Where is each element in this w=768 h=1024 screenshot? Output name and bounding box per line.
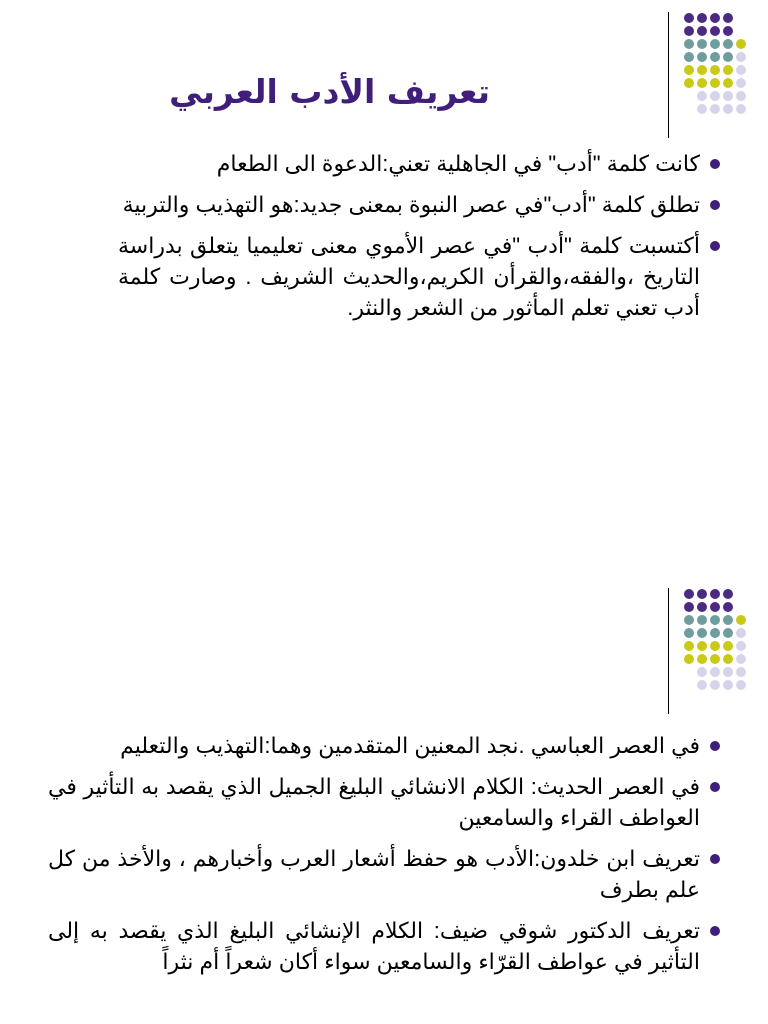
bullet-icon <box>710 241 720 251</box>
decorative-dot <box>697 78 707 88</box>
decorative-dot <box>710 78 720 88</box>
decorative-dot <box>697 26 707 36</box>
decorative-dot <box>710 628 720 638</box>
decorative-dot <box>697 39 707 49</box>
decorative-dot <box>723 641 733 651</box>
decorative-dot <box>723 628 733 638</box>
decorative-dot <box>710 52 720 62</box>
decorative-dot <box>684 628 694 638</box>
bullet-list <box>118 148 720 333</box>
decorative-dot <box>697 65 707 75</box>
decorative-dot <box>736 589 746 599</box>
decorative-dot <box>697 13 707 23</box>
decorative-dot <box>736 628 746 638</box>
decorative-dot <box>736 680 746 690</box>
decorative-dot <box>723 52 733 62</box>
list-item: تعريف الدكتور شوقي ضيف: الكلام الإنشائي البليغ الذي يقصد به إلى التأثير في عواطف القرّاء والسامعين سواء أكان شعراً أم نثراً <box>48 915 720 977</box>
decorative-dot <box>736 39 746 49</box>
decorative-dot <box>723 602 733 612</box>
bullet-icon <box>710 159 720 169</box>
list-item: في العصر العباسي .نجد المعنين المتقدمين وهما:التهذيب والتعليم <box>48 730 720 761</box>
decorative-dot <box>723 91 733 101</box>
list-item: كانت كلمة "أدب" في الجاهلية تعني:الدعوة الى الطعام <box>118 148 720 179</box>
decorative-dot <box>710 13 720 23</box>
decorative-dot <box>736 641 746 651</box>
decorative-dot <box>710 680 720 690</box>
decorative-dot <box>736 26 746 36</box>
decorative-dot <box>697 615 707 625</box>
bullet-icon <box>710 854 720 864</box>
decorative-dot <box>684 78 694 88</box>
list-item: تعريف ابن خلدون:الأدب هو حفظ أشعار العرب وأخبارهم ، والأخذ من كل علم بطرف <box>48 843 720 905</box>
decorative-dot-grid <box>684 589 746 690</box>
decorative-dot <box>710 602 720 612</box>
decorative-dot <box>684 52 694 62</box>
decorative-dot <box>710 65 720 75</box>
decorative-dot <box>684 641 694 651</box>
decorative-dot <box>723 65 733 75</box>
decorative-dot <box>684 65 694 75</box>
divider-line <box>668 588 669 714</box>
decorative-dot <box>697 641 707 651</box>
decorative-dot <box>684 39 694 49</box>
decorative-dot <box>710 615 720 625</box>
decorative-dot <box>710 641 720 651</box>
decorative-dot <box>710 667 720 677</box>
slide-title: تعريف الأدب العربي <box>169 72 490 111</box>
decorative-dot <box>736 52 746 62</box>
list-item: في العصر الحديث: الكلام الانشائي البليغ الجميل الذي يقصد به التأثير في العواطف القراء والسامعين <box>48 771 720 833</box>
decorative-dot <box>736 654 746 664</box>
decorative-dot <box>684 602 694 612</box>
decorative-dot <box>736 615 746 625</box>
decorative-dot <box>723 615 733 625</box>
divider-line <box>668 12 669 138</box>
list-item: أكتسبت كلمة "أدب "في عصر الأموي معنى تعليميا يتعلق بدراسة التاريخ ،والفقه،والقرأن الكريم،والحديث الشريف . وصارت كلمة أدب تعني تعلم المأثور من الشعر والنثر. <box>118 230 720 323</box>
decorative-dot <box>723 589 733 599</box>
decorative-dot <box>736 78 746 88</box>
decorative-dot <box>697 52 707 62</box>
decorative-dot <box>723 654 733 664</box>
decorative-dot <box>736 602 746 612</box>
decorative-dot <box>710 91 720 101</box>
decorative-dot <box>684 589 694 599</box>
decorative-dot <box>736 65 746 75</box>
decorative-dot <box>684 680 694 690</box>
decorative-dot <box>723 26 733 36</box>
decorative-dot <box>736 667 746 677</box>
decorative-dot <box>684 13 694 23</box>
decorative-dot <box>684 615 694 625</box>
decorative-dot <box>710 104 720 114</box>
decorative-dot <box>736 104 746 114</box>
decorative-dot <box>684 667 694 677</box>
slide-2 <box>0 580 768 1024</box>
decorative-dot <box>684 104 694 114</box>
decorative-dot <box>710 654 720 664</box>
decorative-dot <box>710 39 720 49</box>
decorative-dot <box>697 602 707 612</box>
decorative-dot <box>710 589 720 599</box>
decorative-dot <box>697 589 707 599</box>
decorative-dot <box>697 654 707 664</box>
decorative-dot <box>736 91 746 101</box>
decorative-dot <box>684 26 694 36</box>
decorative-dot <box>684 654 694 664</box>
bullet-list <box>48 730 720 987</box>
decorative-dot <box>684 91 694 101</box>
bullet-icon <box>710 741 720 751</box>
decorative-dot <box>697 680 707 690</box>
decorative-dot <box>697 104 707 114</box>
decorative-dot <box>723 13 733 23</box>
bullet-icon <box>710 782 720 792</box>
decorative-dot <box>697 628 707 638</box>
decorative-dot-grid <box>684 13 746 114</box>
decorative-dot <box>723 104 733 114</box>
decorative-dot <box>723 667 733 677</box>
bullet-icon <box>710 926 720 936</box>
decorative-dot <box>697 91 707 101</box>
list-item: تطلق كلمة "أدب"في عصر النبوة بمعنى جديد:هو التهذيب والتربية <box>118 189 720 220</box>
decorative-dot <box>697 667 707 677</box>
decorative-dot <box>723 78 733 88</box>
decorative-dot <box>710 26 720 36</box>
decorative-dot <box>736 13 746 23</box>
decorative-dot <box>723 39 733 49</box>
bullet-icon <box>710 200 720 210</box>
decorative-dot <box>723 680 733 690</box>
